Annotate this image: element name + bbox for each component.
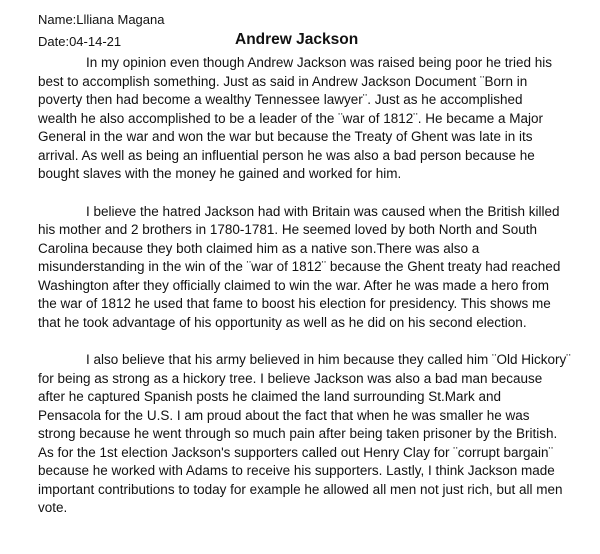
paragraph-line: wealth he also accomplished to be a leader of the ¨war of 1812¨. He became a Major xyxy=(38,110,544,126)
paragraph-line: the war of 1812 he used that fame to boost his election for presidency. This shows me xyxy=(38,296,551,311)
paragraph-line: vote. xyxy=(38,500,68,515)
paragraph-line: for being as strong as a hickory tree. I believe Jackson was also a bad man because xyxy=(38,370,543,386)
paragraph-line: Carolina because they both claimed him as a native son.There was also a xyxy=(38,240,480,256)
paragraph-line: because he worked with Adams to receive his supporters. Lastly, I think Jackson made xyxy=(38,463,555,478)
paragraph-line: bought slaves with the money he gained and worked for him. xyxy=(38,166,402,181)
paragraph-line: strong because he went through so much pain after being taken prisoner by the British. xyxy=(38,426,558,441)
paragraph-line: important contributions to today for example he allowed all men not just rich, but all men xyxy=(38,481,563,497)
paragraph-line: Washington after they officially claimed to win the war. After he was made a hero from xyxy=(38,277,549,293)
paragraph-line: I believe the hatred Jackson had with Britain was caused when the British killed xyxy=(86,203,560,219)
paragraph-line: I also believe that his army believed in him because they called him ¨Old Hickory¨ xyxy=(86,352,571,367)
paragraph-1 xyxy=(38,54,578,184)
paragraph-spacer xyxy=(38,332,578,351)
page-title: Andrew Jackson xyxy=(235,31,359,48)
paragraph-spacer xyxy=(38,184,578,203)
paragraph-3 xyxy=(38,351,578,518)
paragraph-line: after he captured Spanish posts he claimed the land surrounding St.Mark and xyxy=(38,389,502,404)
paragraph-2 xyxy=(38,203,578,333)
paragraph-line: Pensacola for the U.S. I am proud about the fact that when he was smaller he was xyxy=(38,407,530,423)
paragraph-line: poverty then had become a wealthy Tennessee lawyer¨. Just as he accomplished xyxy=(38,92,523,107)
document-date: Date:04-14-21 xyxy=(38,34,122,49)
paragraph-line: misunderstanding in the win of the ¨war of 1812¨ because the Ghent treaty had reached xyxy=(38,259,561,274)
paragraph-line: General in the war and won the war but because the Treaty of Ghent was late in its xyxy=(38,129,533,144)
paragraph-line: In my opinion even though Andrew Jackson was raised being poor he tried his xyxy=(86,55,553,70)
paragraph-line: best to accomplish something. Just as said in Andrew Jackson Document ¨Born in xyxy=(38,73,528,89)
student-name: Name:Llliana Magana xyxy=(38,12,165,27)
paragraph-line: arrival. As well as being an influential person he was also a bad person because he xyxy=(38,147,535,163)
paragraph-line: his mother and 2 brothers in 1780-1781. He seemed loved by both North and South xyxy=(38,222,538,237)
essay-body xyxy=(38,54,578,518)
paragraph-line: As for the 1st election Jackson's supporters called out Henry Clay for ¨corrupt bargain¨ xyxy=(38,444,554,460)
paragraph-line: that he took advantage of his opportunity as well as he did on his second election. xyxy=(38,314,527,330)
